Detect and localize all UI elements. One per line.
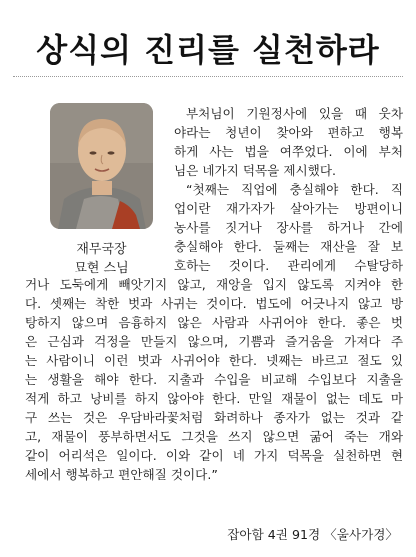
photo-caption-name: 묘현 스님 <box>74 261 129 276</box>
body-text-line: 야라는 청년이 찾아와 편하고 행복 <box>174 125 403 140</box>
body-text-line: 세에서 행복하고 편안해질 것이다.” <box>25 467 218 482</box>
body-text-line: 탕하지 않으며 음흉하지 않은 사람과 사귀어야 한다. 좋은 벗 <box>25 315 403 330</box>
body-text-line: “첫째는 직업에 충실해야 한다. 직 <box>186 182 403 197</box>
monk-portrait-photo <box>50 103 153 229</box>
article-title: 상식의 진리를 실천하라 <box>36 31 380 69</box>
source-citation: 잡아함 4권 91경 〈울사가경〉 <box>227 527 398 542</box>
body-text-line: 하게 사는 법을 여쭈었다. 이에 부처 <box>174 144 403 159</box>
body-text-line: 업이란 재가자가 살아가는 방편이니 <box>174 201 403 216</box>
body-text-line: 같이 어리석은 일이다. 이와 같이 네 가지 덕목을 실천하면 현 <box>25 448 403 463</box>
body-text-line: 구 쓰는 것은 우담바라꽃처럼 화려하나 종자가 없는 것과 같 <box>25 410 403 425</box>
body-text-line: 부처님이 기원정사에 있을 때 웃차 <box>186 106 403 121</box>
body-text-line: 고, 재물이 풍부하면서도 그것을 쓰지 않으면 굶어 죽는 개와 <box>25 429 403 444</box>
body-text-line: 적게 하고 낭비를 하지 않아야 한다. 만일 재물이 없는 데도 마 <box>25 391 403 406</box>
body-text-line: 다. 셋째는 착한 벗과 사귀는 것이다. 법도에 어긋나지 않고 방 <box>25 296 403 311</box>
body-text-line: 거나 도둑에게 빼앗기지 않고, 재앙을 입지 않도록 지켜야 한 <box>25 277 403 292</box>
body-text-line: 님은 네가지 덕목을 제시했다. <box>174 163 336 178</box>
body-text-line: 는 생활을 해야 한다. 지출과 수입을 비교해 수입보다 지출을 <box>25 372 403 387</box>
body-text-line: 충실해야 한다. 둘째는 재산을 잘 보 <box>174 239 403 254</box>
title-divider <box>13 76 403 77</box>
body-text-line: 농사를 짓거나 장사를 하거나 간에 <box>174 220 403 235</box>
body-text-line: 호하는 것이다. 관리에게 수탈당하 <box>174 258 403 273</box>
body-text-line: 은 근심과 걱정을 만들지 않으며, 기쁨과 즐거움을 가져다 주 <box>25 334 403 349</box>
photo-caption-title: 재무국장 <box>76 242 127 257</box>
body-text-line: 는 사람이니 이런 벗과 사귀어야 한다. 넷째는 바르고 절도 있 <box>25 353 403 368</box>
